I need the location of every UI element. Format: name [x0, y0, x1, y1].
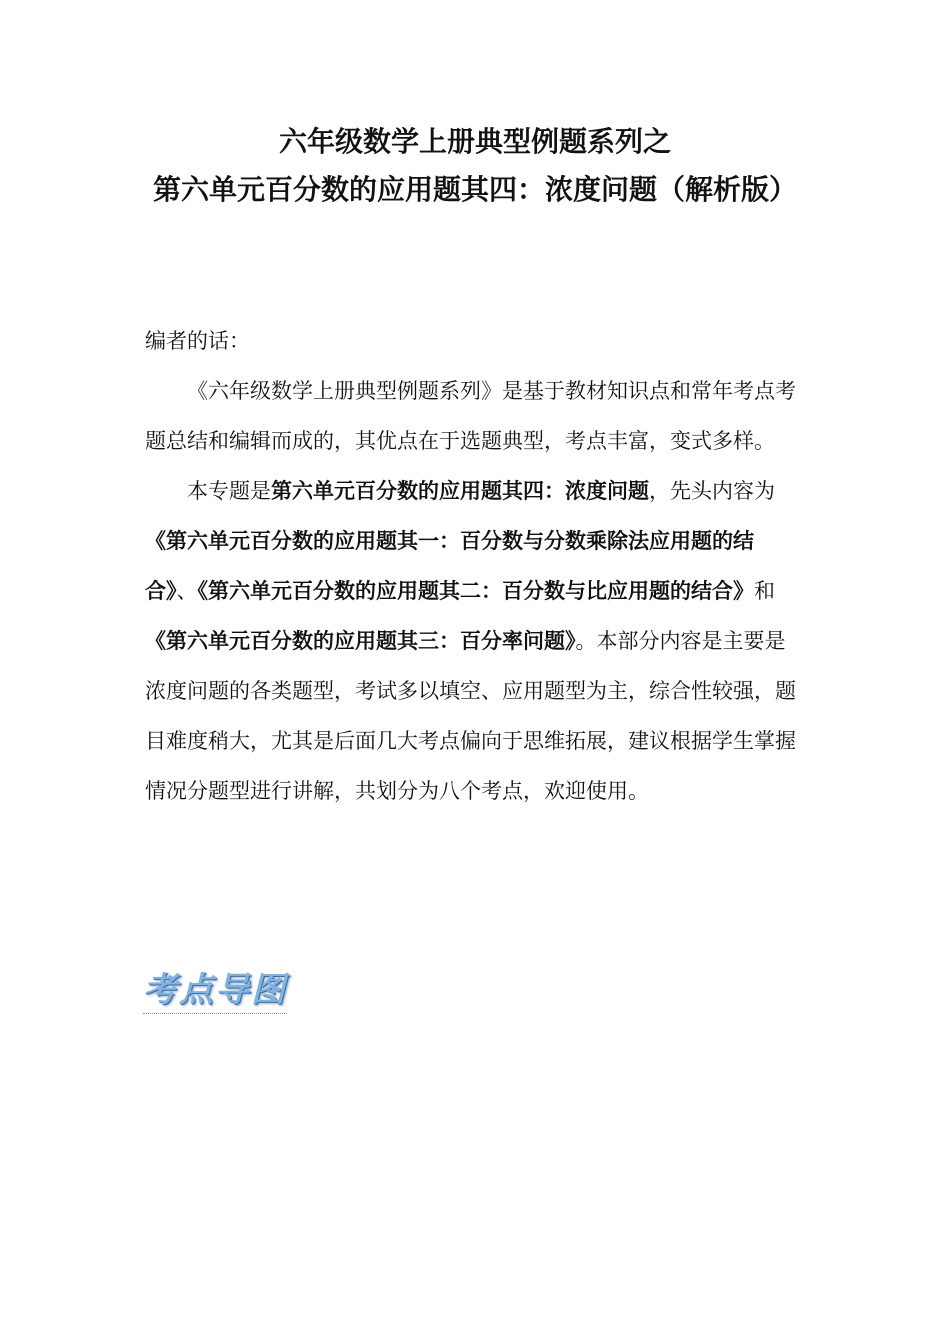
para2-text-1: 本专题是 — [187, 479, 271, 503]
intro-section — [145, 316, 805, 816]
para2-text-2: ，先头内容为 — [649, 479, 775, 503]
para2-text-3: 、 — [176, 579, 198, 603]
para2-bold-ref-2: 《第六单元百分数的应用题其二：百分数与比应用题的结合》 — [197, 579, 754, 603]
para2-text-4: 和 — [754, 579, 775, 603]
title-line-1: 六年级数学上册典型例题系列之 — [278, 125, 671, 158]
section-heading: 考点导图 — [143, 962, 287, 1014]
editor-label: 编者的话： — [145, 329, 250, 353]
para2-bold-ref-1: 《第六单元百分数的应用题其一：百分数与分数乘除法应用题的结合》 — [145, 529, 754, 603]
title-line-2: 第六单元百分数的应用题其四：浓度问题（解析版） — [152, 173, 797, 206]
para2-bold-ref-3: 《第六单元百分数的应用题其三：百分率问题》 — [145, 629, 576, 653]
para2-text-5: 。本部分内容是主要是浓度问题的各类题型，考试多以填空、应用题型为主，综合性较强，题目难度稍大，尤其是后面几大考点偏向于思维拓展，建议根据学生掌握情况分题型进行讲解，共划分为八个考点，欢迎使用。 — [145, 629, 796, 803]
intro-paragraph-2 — [145, 466, 805, 816]
intro-paragraph-1: 《六年级数学上册典型例题系列》是基于教材知识点和常年考点考题总结和编辑而成的，其优点在于选题典型，考点丰富，变式多样。 — [145, 379, 796, 453]
document-title — [145, 118, 805, 214]
para2-bold-topic: 第六单元百分数的应用题其四：浓度问题 — [271, 479, 649, 503]
